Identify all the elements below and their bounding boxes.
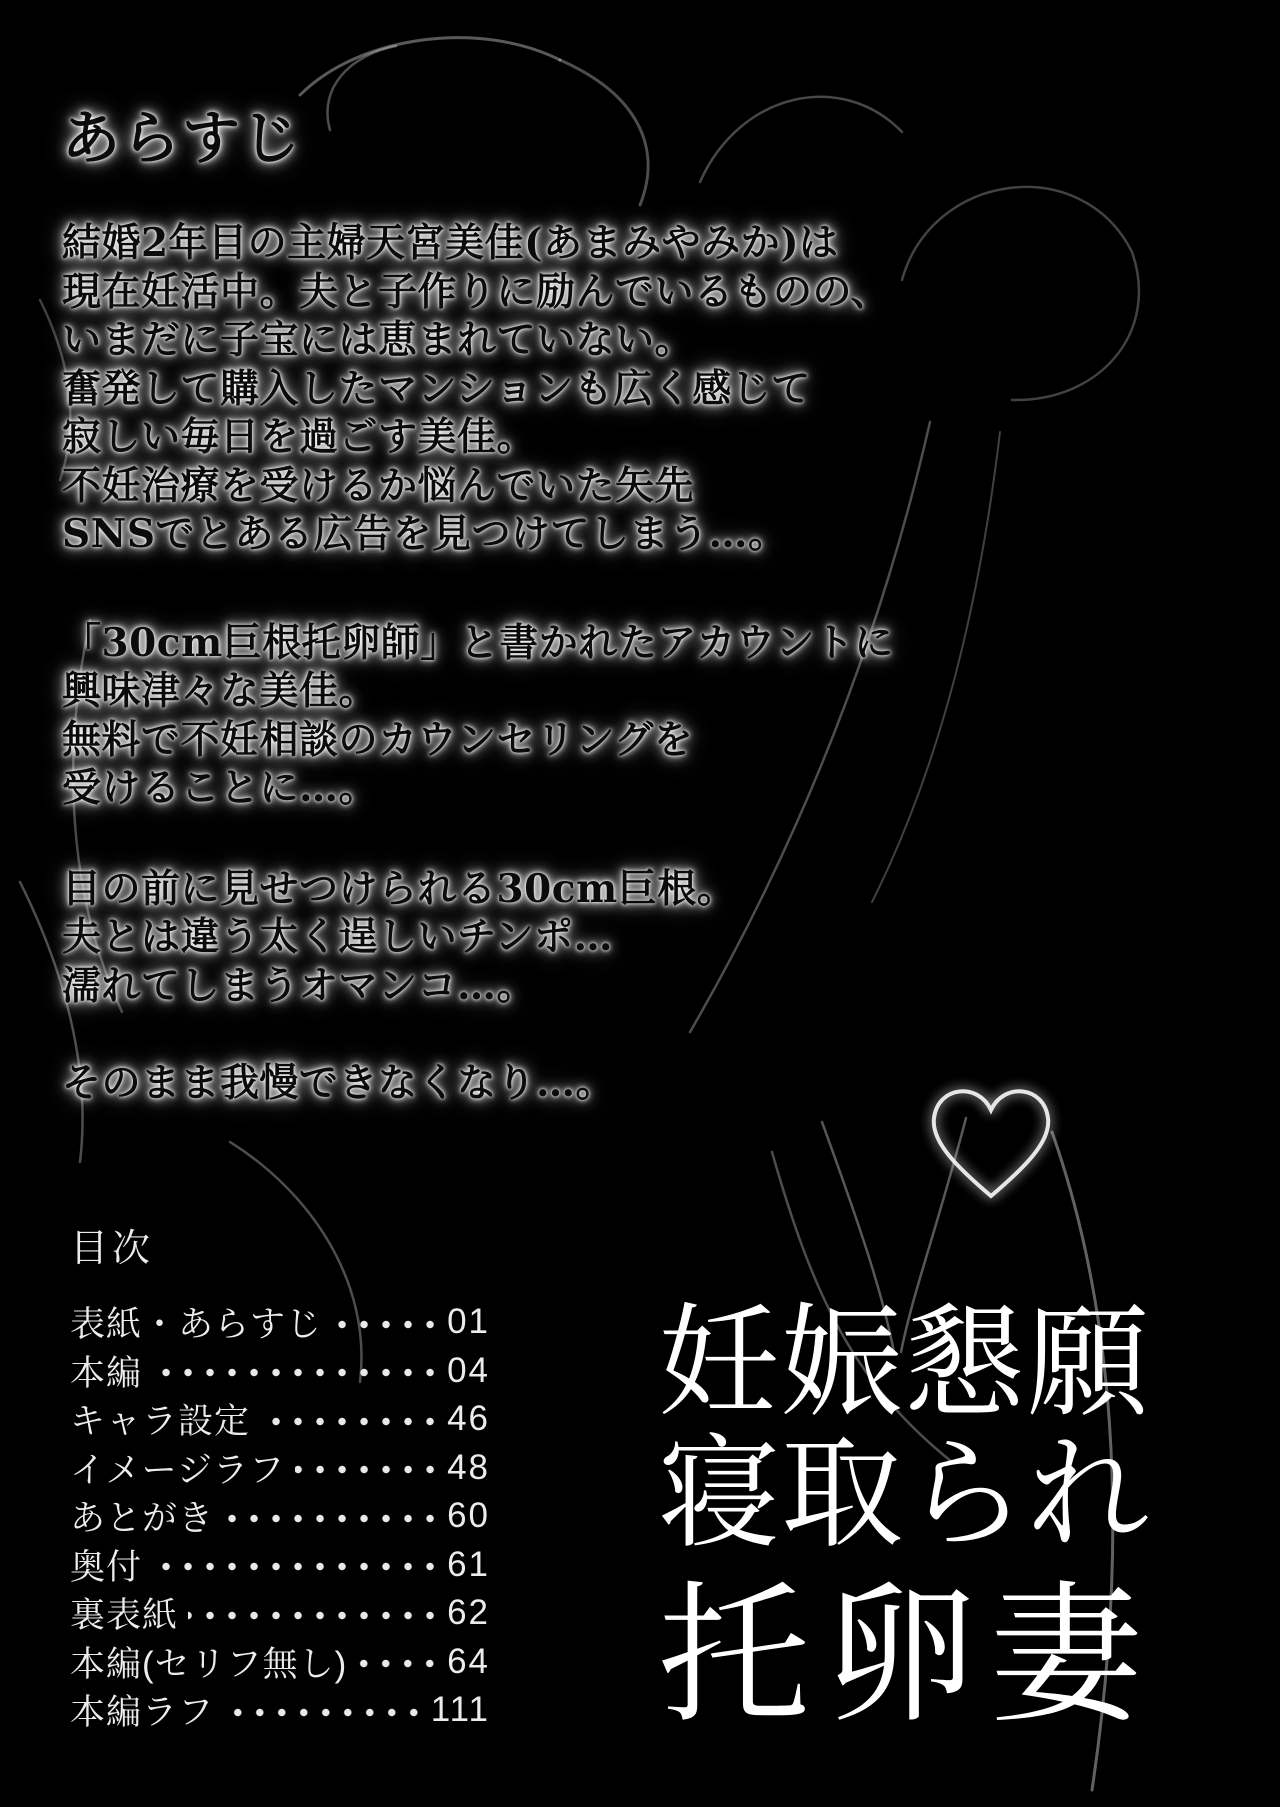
synopsis-line: 不妊治療を受けるか悩んでいた矢先 [62,462,695,509]
toc-page-number: 111 [430,1690,490,1730]
toc-dot-leader [260,1417,441,1426]
toc-page-number: 60 [447,1496,490,1536]
toc-page-number: 48 [447,1447,490,1487]
synopsis-paragraph [62,219,894,559]
toc-dot-leader [295,1465,441,1474]
synopsis-line: 結婚2年目の主婦天宮美佳(あまみやみか)は [62,220,839,266]
synopsis-heading: あらすじ [62,104,303,172]
title-line: 托卵妻 [658,1567,1156,1744]
toc-dot-leader [332,1320,441,1329]
toc-entry-label: 表紙・あらすじ [70,1305,323,1345]
synopsis-line: そのまま我慢できなくなり…。 [62,1060,616,1106]
synopsis-line: いまだに子宝には恵まれていない。 [62,317,695,363]
toc-section [70,1226,490,1735]
synopsis-line: 興味津々な美佳。 [62,668,379,714]
toc-dot-leader [224,1708,425,1717]
toc-row [70,1686,490,1735]
book-title [658,1293,1178,1751]
toc-page-number: 61 [447,1544,490,1584]
toc-page-number: 46 [447,1399,490,1439]
toc-entry-label: キャラ設定 [70,1402,251,1442]
toc-page-number: 04 [447,1350,490,1390]
toc-page-number: 62 [447,1593,490,1633]
synopsis-line: 奮発して購入したマンションも広く感じて [62,365,811,412]
toc-page-number: 01 [447,1302,490,1342]
heart-icon [934,1091,1048,1196]
toc-page-number: 64 [447,1641,490,1681]
toc-dot-leader [224,1514,441,1523]
toc-row [70,1395,490,1444]
synopsis-paragraph [62,619,894,813]
toc-entry-label: 本編 [70,1353,143,1393]
synopsis-line: 夫とは違う太く逞しいチンポ… [62,914,614,960]
toc-entry-label: 本編(セリフ無し) [70,1644,348,1684]
title-line: 妊娠懇願 [658,1292,1150,1434]
toc-row [70,1298,490,1347]
synopsis-section [62,105,894,1108]
toc-row [70,1347,490,1396]
toc-dot-leader [188,1611,441,1620]
toc-items [70,1298,490,1735]
synopsis-line: 無料で不妊相談のカウンセリングを [62,716,694,763]
toc-entry-label: 裏表紙 [70,1596,179,1636]
toc-row [70,1638,490,1687]
synopsis-paragraph [62,1059,894,1108]
toc-entry-label: あとがき [70,1499,215,1539]
toc-row [70,1492,490,1541]
toc-entry-label: 本編ラフ [70,1693,215,1733]
toc-dot-leader [152,1562,441,1571]
synopsis-line: 現在妊活中。夫と子作りに励んでいるものの、 [62,268,890,315]
synopsis-line: 受けることに…。 [62,765,379,811]
toc-heading: 目次 [70,1228,155,1270]
toc-dot-leader [152,1368,441,1377]
toc-dot-leader [357,1659,441,1668]
toc-entry-label: 奥付 [70,1547,143,1587]
synopsis-paragraphs [62,219,894,1108]
synopsis-line: 目の前に見せつけられる30cm巨根。 [62,865,737,912]
synopsis-line: 寂しい毎日を過ごす美佳。 [62,414,537,460]
toc-entry-label: イメージラフ [70,1450,285,1490]
toc-row [70,1541,490,1590]
synopsis-paragraph [62,865,894,1011]
synopsis-line: 「30cm巨根托卵師」と書かれたアカウントに [62,619,894,666]
toc-row [70,1444,490,1493]
toc-row [70,1589,490,1638]
title-line: 寝取られ [658,1423,1150,1565]
synopsis-line: SNSでとある広告を見つけてしまう…。 [62,511,788,557]
synopsis-line: 濡れてしまうオマンコ…。 [62,962,537,1009]
